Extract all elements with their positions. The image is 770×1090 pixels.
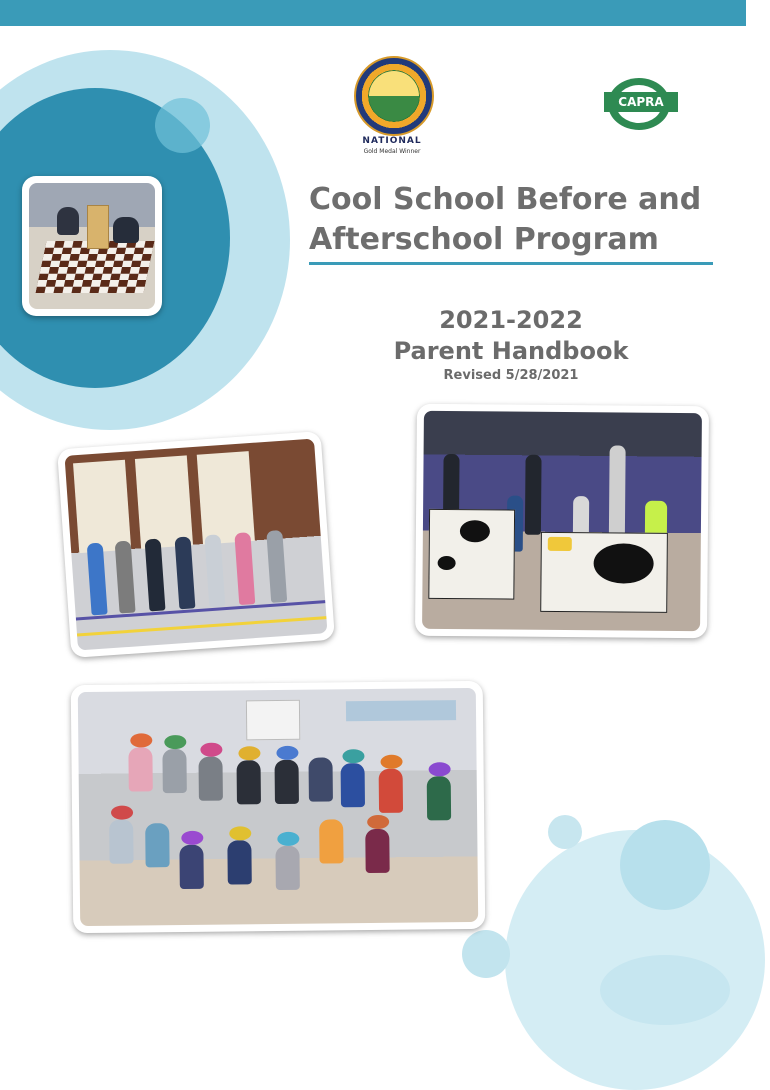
child-figure	[145, 538, 166, 611]
photo-giant-jenga-image	[29, 183, 155, 309]
penguin-box-car	[540, 532, 668, 613]
child-figure	[234, 532, 255, 605]
child-figure	[109, 820, 133, 864]
child-figure	[87, 543, 108, 616]
child-figure	[174, 536, 195, 609]
turkey-mask	[342, 749, 364, 763]
child-figure	[227, 840, 251, 884]
photo-giant-jenga	[22, 176, 162, 316]
school-year: 2021-2022	[439, 306, 583, 334]
title-line-2: Afterschool Program	[309, 222, 659, 257]
photo-paper-guitars-image	[65, 439, 328, 651]
top-banner-bar	[0, 0, 746, 26]
photo-box-cars-image	[422, 411, 702, 631]
document-subtitle: Parent Handbook	[393, 337, 629, 365]
decorative-bubble-medium	[620, 820, 710, 910]
child-figure	[379, 769, 403, 813]
car-spot	[593, 543, 653, 584]
decorative-bubble-bottom	[600, 955, 730, 1025]
child-figure	[115, 541, 136, 614]
decorative-bubble-small	[548, 815, 582, 849]
wall-panel	[135, 455, 193, 548]
child-figure	[162, 749, 186, 793]
adult-figure	[609, 445, 626, 535]
child-figure	[308, 757, 332, 801]
cow-box-car	[428, 509, 515, 600]
penguin-beak	[548, 537, 572, 551]
cow-spot	[438, 556, 456, 570]
capra-logo	[608, 78, 676, 130]
child-figure	[275, 846, 299, 890]
wall-panel	[197, 451, 255, 544]
turkey-mask	[130, 733, 152, 747]
decorative-splash-dot	[155, 98, 210, 153]
turkey-mask	[380, 755, 402, 769]
turkey-mask	[277, 832, 299, 846]
wall-poster	[346, 700, 456, 721]
child-figure	[179, 845, 203, 889]
child-figure	[237, 760, 261, 804]
photo-turkey-masks-image	[78, 688, 478, 926]
city-logo-emblem	[369, 71, 419, 121]
city-of-waukesha-logo	[354, 56, 434, 136]
cow-spot	[460, 520, 490, 542]
document-title	[309, 180, 729, 260]
child-figure	[365, 829, 389, 873]
child-figure	[57, 207, 79, 235]
turkey-mask	[111, 806, 133, 820]
child-figure	[427, 776, 451, 820]
whiteboard-sign	[246, 700, 300, 741]
child-figure	[113, 217, 139, 243]
child-figure	[145, 823, 169, 867]
turkey-mask	[429, 762, 451, 776]
photo-box-cars	[415, 404, 709, 639]
turkey-mask	[238, 746, 260, 760]
child-figure	[275, 760, 299, 804]
child-figure	[319, 819, 343, 863]
title-underline	[309, 262, 713, 265]
child-figure	[266, 530, 287, 603]
turkey-mask	[200, 743, 222, 757]
turkey-mask	[164, 735, 186, 749]
adult-figure	[525, 455, 542, 535]
floor-stripe	[77, 616, 327, 636]
child-figure	[128, 747, 152, 791]
photo-paper-guitars	[57, 431, 335, 658]
city-logo-award: NATIONAL	[362, 136, 422, 146]
turkey-mask	[181, 831, 203, 845]
city-logo-award-sub: Gold Medal Winner	[363, 148, 421, 155]
child-figure	[341, 763, 365, 807]
photo-turkey-masks	[71, 681, 486, 933]
capra-logo-label: CAPRA	[604, 92, 678, 112]
turkey-mask	[229, 826, 251, 840]
floor-stripe	[76, 600, 326, 620]
title-line-1: Cool School Before and	[309, 182, 702, 217]
child-figure	[204, 534, 225, 607]
turkey-mask	[276, 746, 298, 760]
child-figure	[198, 757, 222, 801]
wall-panel	[73, 460, 131, 553]
decorative-bubble-left	[462, 930, 510, 978]
jenga-tower	[87, 205, 109, 249]
turkey-mask	[367, 815, 389, 829]
revision-date: Revised 5/28/2021	[443, 368, 579, 383]
